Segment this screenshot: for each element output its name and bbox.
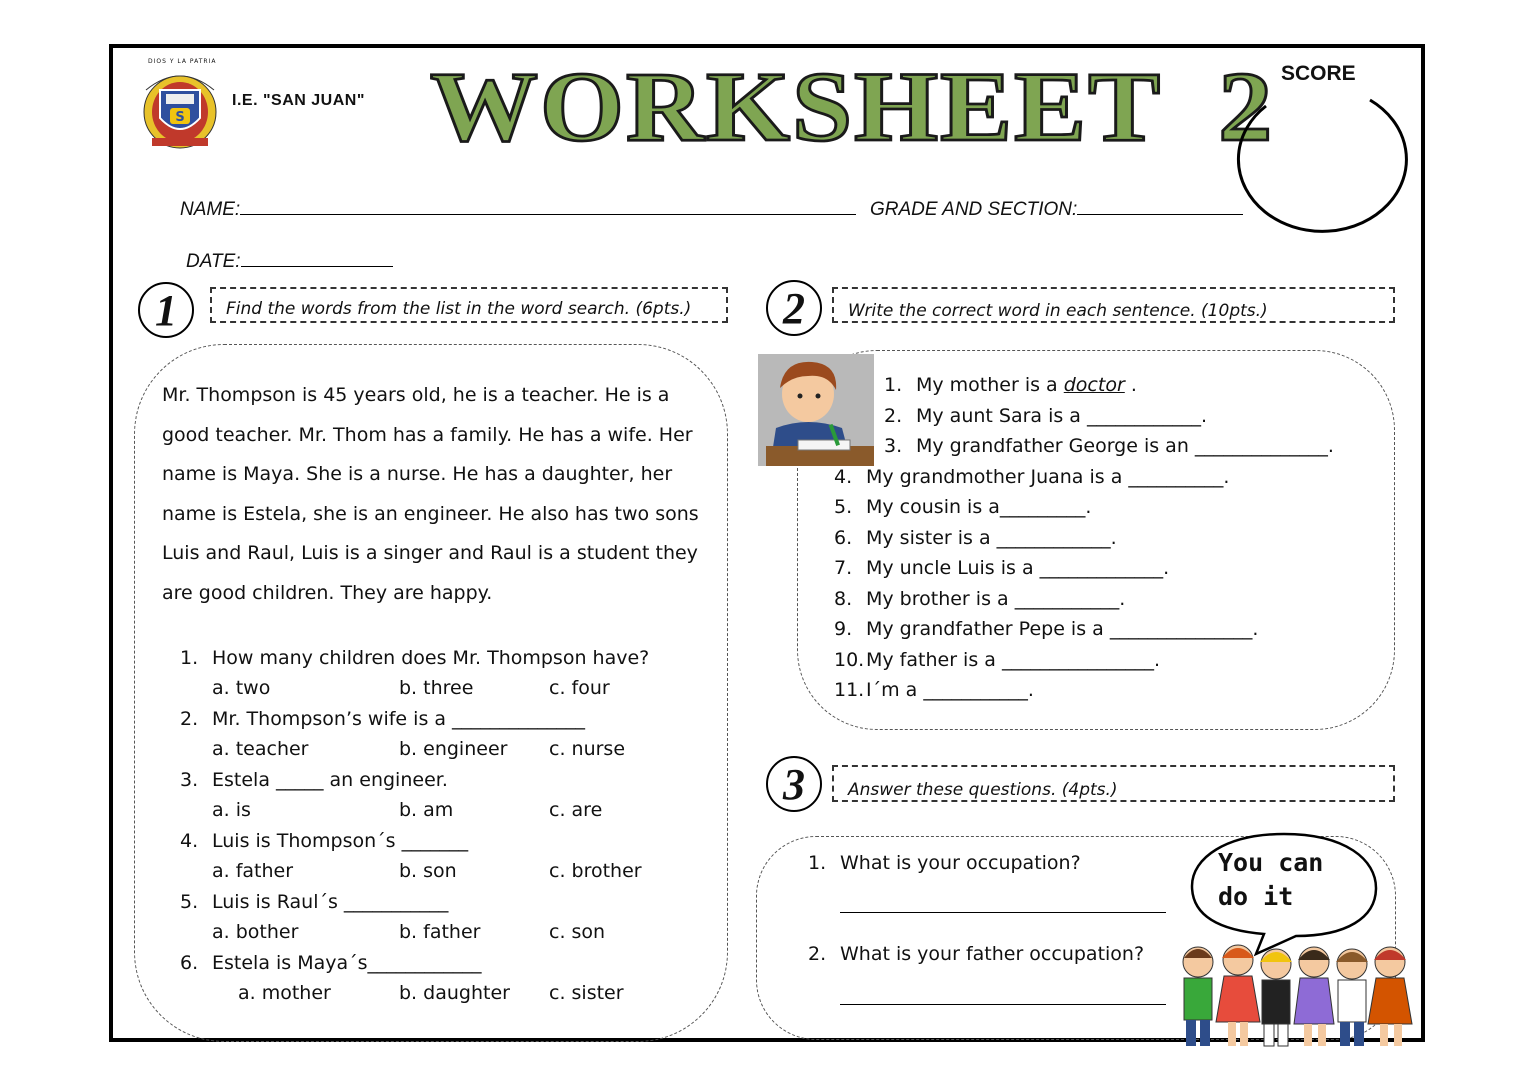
question-5-option-b[interactable]: b. father <box>399 921 481 943</box>
question-6-option-c[interactable]: c. sister <box>549 982 624 1004</box>
children-group-picture <box>1176 940 1420 1056</box>
question-1-option-c[interactable]: c. four <box>549 677 610 699</box>
question-2-option-b[interactable]: b. engineer <box>399 738 508 760</box>
sentence-6: 6. My sister is a ____________. <box>834 527 1117 549</box>
reading-passage: Mr. Thompson is 45 years old, he is a teacher. He is a good teacher. Mr. Thom has a family. He has a wife. Her name is Maya. She is a nurse. He has a daughter, her name is Estela, she is an engineer. He also has two sons Luis and Raul, Luis is a singer and Raul is a student they are good children. They are happy. <box>162 384 699 604</box>
grade-label: GRADE AND SECTION: <box>870 199 1078 220</box>
sentence-7: 7. My uncle Luis is a _____________. <box>834 557 1170 579</box>
svg-text:S: S <box>175 110 185 125</box>
question-3-option-c[interactable]: c. are <box>549 799 603 821</box>
date-label: DATE: <box>186 251 241 272</box>
open-question-2: 2. What is your father occupation? <box>808 943 1145 965</box>
example-answer: doctor <box>1063 374 1125 396</box>
grade-section-field[interactable] <box>870 196 1243 221</box>
sentence-8: 8. My brother is a ___________. <box>834 588 1126 610</box>
question-1-option-a[interactable]: a. two <box>212 677 271 699</box>
school-name: I.E. "SAN JUAN" <box>232 92 365 109</box>
question-5: 5. Luis is Raul´s ___________ <box>180 891 449 913</box>
sentence-5: 5. My cousin is a_________. <box>834 496 1092 518</box>
question-2-option-c[interactable]: c. nurse <box>549 738 626 760</box>
question-5-option-a[interactable]: a. bother <box>212 921 299 943</box>
section-1-instruction: Find the words from the list in the word search. (6pts.) <box>210 287 728 323</box>
section-3-number: 3 <box>766 756 822 812</box>
name-field[interactable] <box>180 196 856 221</box>
encouragement-text: You can do it <box>1218 848 1324 911</box>
section-2-items <box>834 374 1374 714</box>
page-title: WORKSHEET 2 <box>430 52 1275 162</box>
score-label: SCORE <box>1281 62 1356 85</box>
question-6-option-b[interactable]: b. daughter <box>399 982 510 1004</box>
question-6: 6. Estela is Maya´s____________ <box>180 952 482 974</box>
sentence-3: 3. My grandfather George is an ______________. <box>884 435 1334 457</box>
date-field[interactable] <box>186 248 393 273</box>
school-seal-icon <box>138 60 222 156</box>
score-circle <box>1230 86 1410 244</box>
sentence-2: 2. My aunt Sara is a ____________. <box>884 405 1208 427</box>
section-2-instruction: Write the correct word in each sentence. (10pts.) <box>832 287 1395 323</box>
section-1-number: 1 <box>138 282 194 338</box>
question-4-option-b[interactable]: b. son <box>399 860 457 882</box>
question-4-option-c[interactable]: c. brother <box>549 860 642 882</box>
question-1: 1. How many children does Mr. Thompson have? <box>180 647 650 669</box>
sentence-11: 11.I´m a ___________. <box>834 679 1034 701</box>
question-2-option-a[interactable]: a. teacher <box>212 738 309 760</box>
answer-line-1[interactable] <box>840 896 1166 913</box>
section-2-number: 2 <box>766 280 822 336</box>
seal-motto: DIOS Y LA PATRIA <box>148 58 217 65</box>
question-1-option-b[interactable]: b. three <box>399 677 474 699</box>
sentence-1: 1. My mother is a doctor . <box>884 374 1137 396</box>
sentence-9: 9. My grandfather Pepe is a _______________. <box>834 618 1259 640</box>
answer-line-2[interactable] <box>840 988 1166 1005</box>
question-4: 4. Luis is Thompson´s _______ <box>180 830 469 852</box>
question-2: 2. Mr. Thompson’s wife is a ______________ <box>180 708 586 730</box>
question-3-option-a[interactable]: a. is <box>212 799 251 821</box>
question-5-option-c[interactable]: c. son <box>549 921 606 943</box>
section-1-questions <box>180 647 720 1017</box>
open-question-1: 1. What is your occupation? <box>808 852 1081 874</box>
section-3-instruction: Answer these questions. (4pts.) <box>832 765 1395 802</box>
question-3-option-b[interactable]: b. am <box>399 799 454 821</box>
sentence-4: 4. My grandmother Juana is a __________. <box>834 466 1230 488</box>
question-6-option-a[interactable]: a. mother <box>238 982 331 1004</box>
question-4-option-a[interactable]: a. father <box>212 860 294 882</box>
sentence-10: 10.My father is a ________________. <box>834 649 1160 671</box>
question-3: 3. Estela _____ an engineer. <box>180 769 448 791</box>
name-label: NAME: <box>180 199 241 220</box>
